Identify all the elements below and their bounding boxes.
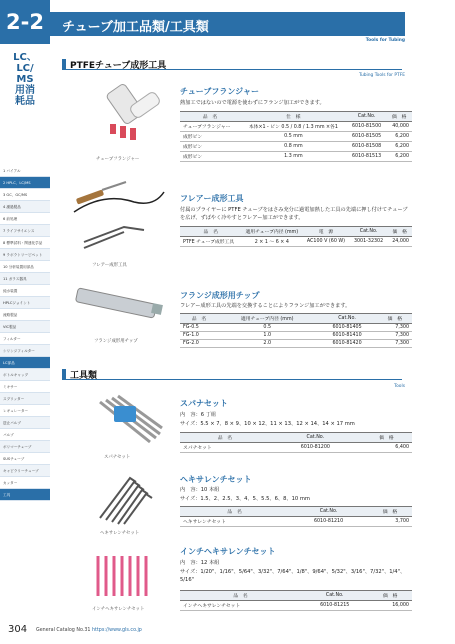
table-header-cell: Cat.No. (316, 314, 377, 324)
table-header-cell: 品 名 (180, 433, 270, 443)
sidebar (0, 0, 50, 644)
table-header-cell: 品 名 (180, 112, 240, 122)
table-header-cell: 価 格 (378, 314, 412, 324)
sidebar-item[interactable]: 1 バイアル (0, 165, 50, 177)
table-header-cell: 仕 様 (240, 112, 347, 122)
flare-desc: 付属のプライヤーに PTFE チューブをはさみ充分に過電加熱した工具の先端に押し付けてチューブを広げ、ずばやく冷やすとフレアー加工ができます。 (180, 207, 408, 221)
hex-caption: ヘキサレンチセット (100, 531, 140, 536)
vertical-chapter-title: LC、LC/MS用消耗品 (13, 52, 37, 107)
table-cell: インチヘキサレンチセット (180, 601, 301, 611)
table-header-cell: 価 格 (368, 507, 412, 517)
section-tools-heading (62, 368, 402, 380)
flange-tip-caption: フランジ成形用チップ (94, 339, 138, 344)
section-ptfe-en: Tubing Tools for PTFE (358, 73, 405, 78)
table-header-cell: 適用チューブ内径 (mm) (241, 227, 302, 237)
page-title: チューブ加工品類/工具類 (62, 20, 209, 35)
table-row (180, 443, 412, 453)
table-header-cell: 品 名 (180, 227, 241, 237)
hex-line1: 内 容：10 本組 (180, 487, 220, 493)
table-cell: 7,300 (378, 332, 412, 340)
table-cell: 7,300 (378, 340, 412, 348)
inch-hex-line1: 内 容：12 本組 (180, 560, 220, 566)
spanner-title: スパナセット (180, 399, 228, 408)
table-cell: 2 × 1 〜 6 × 4 (241, 237, 302, 247)
spanner-caption: スパナセット (104, 455, 131, 460)
table-row (180, 324, 412, 332)
flare-table (180, 226, 412, 247)
table-cell: AC100 V (60 W) (302, 237, 349, 247)
table-cell: スパナセット (180, 443, 270, 453)
sidebar-item[interactable]: 逆止バルブ (0, 417, 50, 429)
section-marker (62, 59, 66, 69)
hex-line2: サイズ：1.5、2、2.5、3、4、5、5.5、6、8、10 mm (180, 496, 310, 502)
table-row (180, 142, 412, 152)
page-subtitle: Tools for Tubing (365, 38, 405, 43)
sidebar-item[interactable]: VIC製品 (0, 321, 50, 333)
flange-tip-image (70, 280, 170, 330)
sidebar-item[interactable]: 流路製品 (0, 309, 50, 321)
flanger-caption: チューブフランジャー (96, 157, 140, 162)
table-row (180, 152, 412, 162)
footer-catalog (36, 628, 142, 633)
table-row (180, 340, 412, 348)
flanger-table (180, 111, 412, 162)
sidebar-item[interactable]: 4 濾過製品 (0, 201, 50, 213)
table-cell: 6010-81200 (270, 443, 361, 453)
spanner-line2: サイズ：5.5 × 7、8 × 9、10 × 12、11 × 13、12 × 14、14 × 17 mm (180, 421, 355, 427)
table-cell: 6010-81500 (347, 122, 387, 132)
table-header-cell: Cat.No. (289, 507, 368, 517)
inch-hex-table (180, 590, 412, 611)
table-cell: 6,200 (386, 132, 412, 142)
inch-hex-title: インチヘキサレンチセット (180, 547, 276, 556)
table-cell: 16,000 (368, 601, 412, 611)
flange-tip-table (180, 313, 412, 348)
table-cell: 6,200 (386, 152, 412, 162)
table-row (180, 237, 412, 247)
section-tools-en: Tools (394, 384, 405, 389)
table-cell: 7,300 (378, 324, 412, 332)
table-header-cell: Cat.No. (270, 433, 361, 443)
table-cell: 3001-32302 (350, 237, 388, 247)
table-cell: 0.8 mm (240, 142, 347, 152)
page-number: 304 (8, 624, 28, 635)
hex-table (180, 506, 412, 527)
flare-tool-image (64, 172, 174, 262)
table-cell: 6010-81513 (347, 152, 387, 162)
table-cell: 6010-81508 (347, 142, 387, 152)
table-cell: 1.3 mm (240, 152, 347, 162)
section-title: PTFEチューブ成形工具 (70, 61, 167, 71)
table-header-cell: 価 格 (368, 591, 412, 601)
sidebar-item[interactable]: 11 ガラス器具 (0, 273, 50, 285)
sidebar-item[interactable]: スプリッター (0, 393, 50, 405)
table-header-cell: 価 格 (386, 112, 412, 122)
spanner-line1: 内 容：6 丁組 (180, 412, 217, 418)
tube-flanger-image (90, 78, 170, 148)
table-cell: 6,200 (386, 142, 412, 152)
spanner-table (180, 432, 412, 453)
sidebar-item[interactable]: フィルター (0, 333, 50, 345)
sidebar-item[interactable]: 8 標準試料・関連化学品 (0, 237, 50, 249)
sidebar-item[interactable]: 9 ラボラトリーピペット (0, 249, 50, 261)
table-row (180, 122, 412, 132)
table-cell: 成形ピン (180, 152, 240, 162)
table-cell: 2.0 (218, 340, 316, 348)
hex-title: ヘキサレンチセット (180, 475, 252, 484)
table-cell: 3,700 (368, 517, 412, 527)
table-header-cell: 品 名 (180, 591, 301, 601)
hex-wrench-set-image (90, 468, 170, 528)
catalog-label: General Catalog No.31 (36, 628, 91, 633)
table-cell: 40,000 (386, 122, 412, 132)
table-cell: FG-2.0 (180, 340, 218, 348)
flanger-desc: 熱加工ではないので電源を使わずにフランジ加工ができます。 (180, 100, 325, 106)
table-header-cell: Cat.No. (301, 591, 368, 601)
flanger-title: チューブフランジャー (180, 87, 259, 96)
table-header-cell: 価 格 (361, 433, 412, 443)
sidebar-item[interactable]: ボトルキャップ (0, 369, 50, 381)
sidebar-item[interactable]: SUSチューブ (0, 453, 50, 465)
sidebar-item[interactable]: 2 HPLC、LC/MS (0, 177, 50, 189)
table-cell: 0.5 (218, 324, 316, 332)
sidebar-item[interactable]: ミキサー (0, 381, 50, 393)
table-cell: 6010-81405 (316, 324, 377, 332)
table-header-cell: Cat.No. (347, 112, 387, 122)
sidebar-item[interactable]: レギュレーター (0, 405, 50, 417)
table-cell: 6010-81210 (289, 517, 368, 527)
sidebar-item[interactable]: 純水装置 (0, 285, 50, 297)
table-cell: FG-0.5 (180, 324, 218, 332)
table-cell: 6010-81410 (316, 332, 377, 340)
table-row (180, 517, 412, 527)
section-marker (62, 369, 66, 379)
table-header-cell: Cat.No. (350, 227, 388, 237)
section-ptfe-heading (62, 58, 402, 70)
inch-hex-line2: サイズ：1/20"、1/16"、5/64"、3/32"、7/64"、1/8"、9/64"、5/32"、3/16"、7/32"、1/4"、5/16" (180, 569, 406, 583)
sidebar-item[interactable]: 工具 (0, 489, 50, 501)
table-cell: ヘキサレンチセット (180, 517, 289, 527)
table-cell: 1.0 (218, 332, 316, 340)
flange-tip-desc: フレアー成形工具の先端を交換することによりフランジ加工ができます。 (180, 303, 351, 309)
table-cell: 6010-81215 (301, 601, 368, 611)
table-row (180, 332, 412, 340)
sidebar-item[interactable]: シリンジフィルター (0, 345, 50, 357)
chapter-tab: 2-2 (0, 0, 50, 44)
table-cell: チューブフランジャー (180, 122, 240, 132)
table-cell: 0.5 mm (240, 132, 347, 142)
sidebar-item[interactable]: 7 ライフサイエンス (0, 225, 50, 237)
sidebar-item[interactable]: HPLCジョイント (0, 297, 50, 309)
flare-caption: フレアー成形工具 (92, 263, 127, 268)
spanner-set-image (90, 392, 170, 452)
table-header-cell: 品 名 (180, 507, 289, 517)
table-header-cell: 価 格 (387, 227, 412, 237)
table-header-cell: 品 名 (180, 314, 218, 324)
table-header-cell: 適用チューブ内径 (mm) (218, 314, 316, 324)
sidebar-item[interactable]: カッター (0, 477, 50, 489)
inch-hex-caption: インチヘキサレンチセット (92, 607, 145, 612)
sidebar-item[interactable]: 3 GC、GC/MS (0, 189, 50, 201)
footer-url[interactable]: https://www.gls.co.jp (91, 628, 142, 633)
table-cell: 本体×1・ピン 0.5 / 0.8 / 1.3 mm ×各1 (240, 122, 347, 132)
sidebar-item[interactable]: LC部品 (0, 357, 50, 369)
table-cell: 6,400 (361, 443, 412, 453)
table-cell: 24,000 (387, 237, 412, 247)
table-cell: PTFE チューブ成形工具 (180, 237, 241, 247)
section-title: 工具類 (70, 371, 98, 381)
table-cell: 成形ピン (180, 142, 240, 152)
table-cell: FG-1.0 (180, 332, 218, 340)
table-header-cell: 電 源 (302, 227, 349, 237)
table-row (180, 601, 412, 611)
sidebar-item[interactable]: 6 前処理 (0, 213, 50, 225)
sidebar-item[interactable]: 10 分析装置用部品 (0, 261, 50, 273)
table-cell: 6010-81505 (347, 132, 387, 142)
chapter-index (0, 165, 50, 501)
table-cell: 6010-81420 (316, 340, 377, 348)
sidebar-item[interactable]: ポリマーチューブ (0, 441, 50, 453)
sidebar-item[interactable]: バルブ (0, 429, 50, 441)
table-row (180, 132, 412, 142)
flare-title: フレアー成形工具 (180, 194, 244, 203)
table-cell: 成形ピン (180, 132, 240, 142)
inch-hex-wrench-set-image (88, 546, 172, 606)
flange-tip-title: フランジ成形用チップ (180, 291, 260, 300)
sidebar-item[interactable]: キャピラリーチューブ (0, 465, 50, 477)
